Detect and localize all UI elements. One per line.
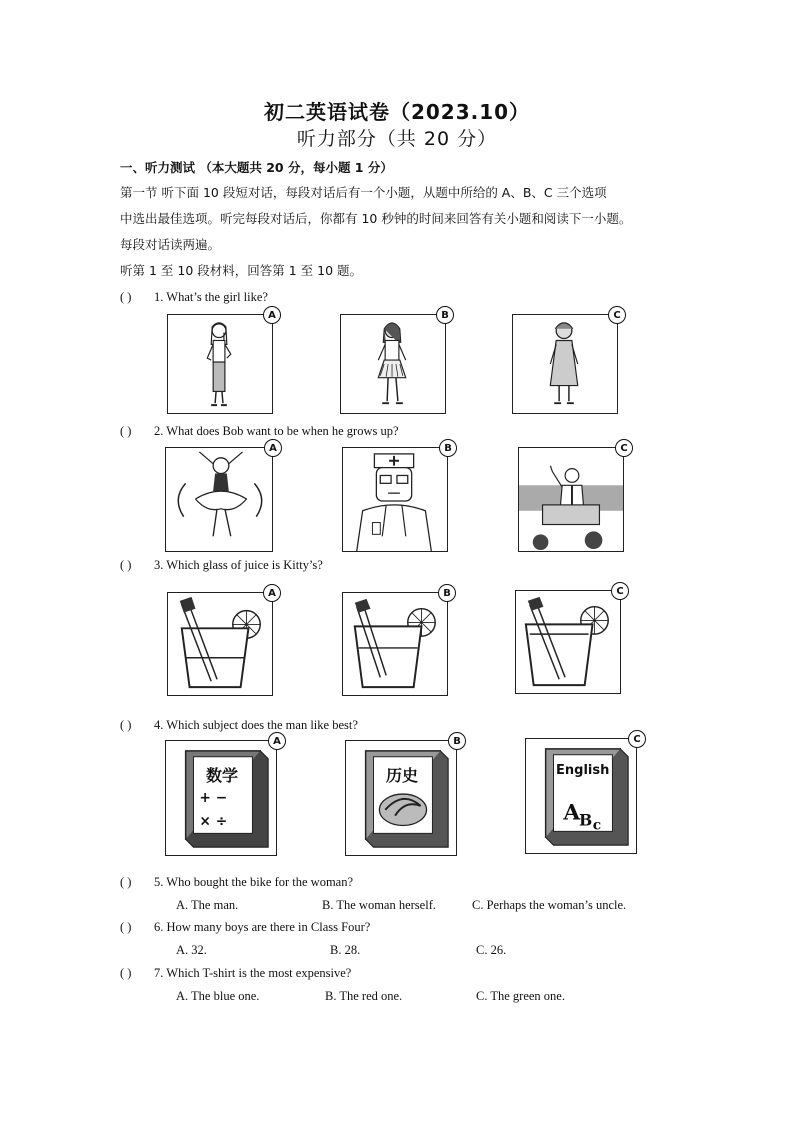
q5-option-b[interactable]: B. The woman herself. bbox=[322, 898, 436, 912]
svg-text:× ÷: × ÷ bbox=[199, 813, 228, 830]
girl-thin-icon bbox=[168, 315, 272, 413]
q2-picture-b bbox=[342, 443, 452, 552]
question-text: 5. Who bought the bike for the woman? bbox=[154, 875, 354, 889]
dancer-icon bbox=[166, 448, 272, 551]
option-badge-b: B bbox=[448, 732, 466, 750]
q3-picture-a bbox=[167, 588, 276, 696]
question-7 bbox=[120, 966, 351, 981]
question-text: 6. How many boys are there in Class Four? bbox=[154, 920, 371, 934]
answer-blank[interactable]: ( ) bbox=[120, 290, 132, 304]
intro-line-2: 中选出最佳选项。听完每段对话后，你都有 10 秒钟的时间来回答有关小题和阅读下一小题。 bbox=[120, 211, 632, 226]
question-2 bbox=[120, 424, 399, 439]
girl-dress-icon bbox=[513, 315, 617, 413]
answer-blank[interactable]: ( ) bbox=[120, 875, 132, 889]
question-text: 2. What does Bob want to be when he grows up? bbox=[154, 424, 399, 438]
option-badge-a: A bbox=[268, 732, 286, 750]
q4-picture-c bbox=[525, 734, 641, 854]
instruction-line: 听第 1 至 10 段材料，回答第 1 至 10 题。 bbox=[120, 263, 363, 278]
english-book-icon bbox=[526, 739, 636, 853]
q4-picture-b bbox=[345, 736, 461, 856]
girl-skirt-icon bbox=[341, 315, 445, 413]
question-5 bbox=[120, 875, 353, 890]
math-book-icon bbox=[166, 741, 276, 855]
q3-picture-c bbox=[515, 586, 624, 694]
q1-picture-c bbox=[512, 310, 621, 414]
doctor-icon bbox=[343, 448, 447, 551]
page-title: 初二英语试卷（2023.10） bbox=[263, 100, 531, 124]
question-text: 3. Which glass of juice is Kitty’s? bbox=[154, 558, 323, 572]
question-1 bbox=[120, 290, 268, 305]
juice-glass-full-icon bbox=[516, 591, 620, 693]
history-book-icon bbox=[346, 741, 456, 855]
q7-option-c[interactable]: C. The green one. bbox=[476, 989, 565, 1003]
question-3 bbox=[120, 558, 323, 573]
option-badge-c: C bbox=[608, 306, 626, 324]
option-badge-a: A bbox=[263, 584, 281, 602]
book-title-math: 数学 bbox=[206, 766, 239, 785]
option-badge-b: B bbox=[438, 584, 456, 602]
q5-option-c[interactable]: C. Perhaps the woman’s uncle. bbox=[472, 898, 627, 912]
q2-picture-a bbox=[165, 443, 277, 552]
option-badge-c: C bbox=[628, 730, 646, 748]
book-title-history: 历史 bbox=[386, 766, 419, 785]
intro-line-1: 第一节 听下面 10 段短对话，每段对话后有一个小题，从题中所给的 A、B、C 三个选项 bbox=[120, 185, 607, 200]
q1-picture-b bbox=[340, 310, 449, 414]
juice-glass-low-icon bbox=[168, 593, 272, 695]
q6-option-b[interactable]: B. 28. bbox=[330, 943, 361, 957]
q7-option-a[interactable]: A. The blue one. bbox=[176, 989, 260, 1003]
option-badge-a: A bbox=[264, 439, 282, 457]
question-6 bbox=[120, 920, 370, 935]
answer-blank[interactable]: ( ) bbox=[120, 718, 132, 732]
q1-picture-a bbox=[167, 310, 276, 414]
svg-text:B: B bbox=[579, 810, 593, 830]
q6-option-a[interactable]: A. 32. bbox=[176, 943, 207, 957]
option-badge-c: C bbox=[611, 582, 629, 600]
q5-option-a[interactable]: A. The man. bbox=[176, 898, 239, 912]
svg-text:c: c bbox=[592, 817, 602, 834]
answer-blank[interactable]: ( ) bbox=[120, 424, 132, 438]
answer-blank[interactable]: ( ) bbox=[120, 966, 132, 980]
answer-blank[interactable]: ( ) bbox=[120, 920, 132, 934]
juice-glass-half-icon bbox=[343, 593, 447, 695]
q6-option-c[interactable]: C. 26. bbox=[476, 943, 507, 957]
teacher-icon bbox=[519, 448, 623, 551]
q3-picture-b bbox=[342, 588, 451, 696]
intro-line-3: 每段对话读两遍。 bbox=[120, 237, 221, 252]
option-badge-a: A bbox=[263, 306, 281, 324]
book-title-english: English bbox=[556, 763, 610, 778]
answer-blank[interactable]: ( ) bbox=[120, 558, 132, 572]
question-text: 4. Which subject does the man like best? bbox=[154, 718, 358, 732]
q4-picture-a bbox=[165, 736, 281, 856]
svg-text:A: A bbox=[563, 800, 581, 826]
question-4 bbox=[120, 718, 358, 733]
option-badge-b: B bbox=[436, 306, 454, 324]
question-text: 7. Which T-shirt is the most expensive? bbox=[154, 966, 352, 980]
svg-text:+ −: + − bbox=[199, 789, 228, 806]
page-subtitle: 听力部分（共 20 分） bbox=[296, 128, 498, 150]
section-heading: 一、听力测试 （本大题共 20 分，每小题 1 分） bbox=[120, 160, 393, 175]
q2-picture-c bbox=[518, 443, 628, 552]
question-text: 1. What’s the girl like? bbox=[154, 290, 268, 304]
option-badge-b: B bbox=[439, 439, 457, 457]
option-badge-c: C bbox=[615, 439, 633, 457]
q7-option-b[interactable]: B. The red one. bbox=[325, 989, 403, 1003]
